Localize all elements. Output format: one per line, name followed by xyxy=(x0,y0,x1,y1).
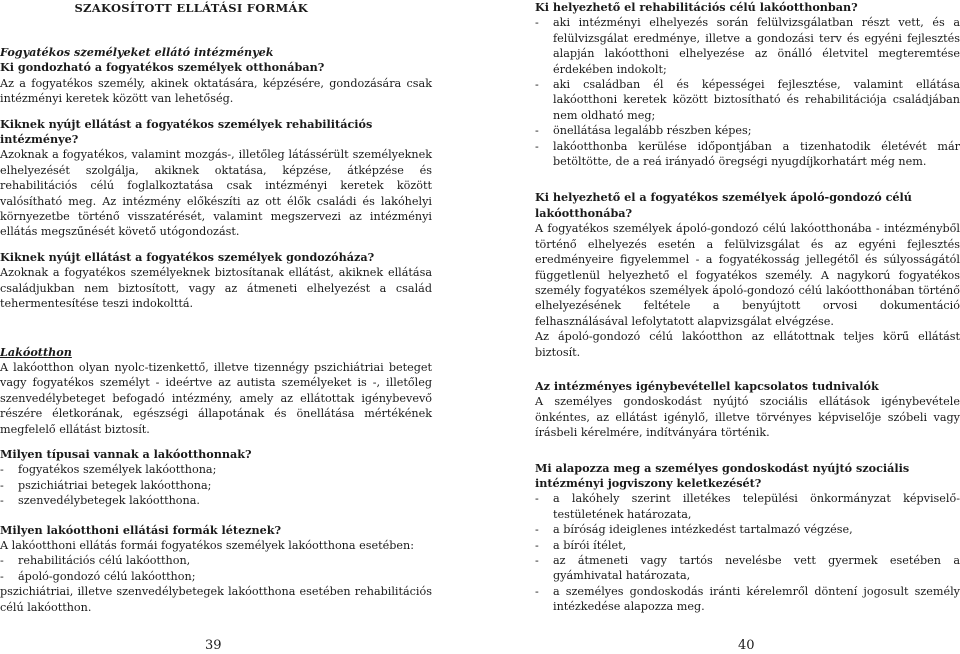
list-item: - pszichiátriai betegek lakóotthona; xyxy=(0,478,432,493)
list-item: - szenvedélybetegek lakóotthona. xyxy=(0,493,432,508)
answer-nursing-home-eligibility: A fogyatékos személyek ápoló-gondozó célú lakóotthonába - intézményből történő elhelyezés esetén a felülvizsgálat és az egyéni fejlesztés eredményeire figyelemmel - a fogyatékosság jellegétől és súlyosságától függetlenül helyezhető el fogyatékos személy. A nagykorú fogyatékos személy fogyatékos személyek ápoló-gondozó célú lakóotthonában történő elhelyezésének feltétele a benyújtott orvosi dokumentáció felhasználásával lefolytatott alapvizsgálat elvégzése. xyxy=(535,222,960,328)
right-column xyxy=(535,0,960,615)
question-rehab-institution: Kiknek nyújt ellátást a fogyatékos személyek rehabilitációs intézménye? xyxy=(0,116,373,147)
list-item: - aki intézményi elhelyezés során felülvizsgálatban részt vett, és a felülvizsgálat eredménye, illetve a gondozási terv és egyéni fejlesztés alapján lakóotthoni elhelyezése az önálló életvitel megteremtése érdekében indokolt; xyxy=(535,15,960,77)
residential-home-definition: A lakóotthon olyan nyolc-tizenkettő, illetve tizennégy pszichiátriai beteget vagy fogyatékos személyt - ideértve az autista személyeket is -, illetőleg szenvedélybeteget befogadó intézmény, amely az ellátottak igénybevevő részére életkorának, egészségi állapotának és önellátása mértékének megfelelő ellátást biztosít. xyxy=(0,360,432,436)
question-home-types: Milyen típusai vannak a lakóotthonnak? xyxy=(0,446,252,461)
section-heading-disabled-institutions: Fogyatékos személyeket ellátó intézmények xyxy=(0,45,274,59)
list-item: - ápoló-gondozó célú lakóotthon; xyxy=(0,569,432,584)
page-number: 40 xyxy=(738,638,755,653)
answer-care-home: Azoknak a fogyatékos személyeknek biztosítanak ellátást, akiknek ellátása családjukban nem biztosított, vagy az átmeneti elhelyezést a család tehermentesítése teszi indokolttá. xyxy=(0,266,432,311)
answer-who-can-be-cared: Az a fogyatékos személy, akinek oktatására, képzésére, gondozására csak intézményi keretek között van lehetőség. xyxy=(0,76,432,106)
question-who-can-be-cared: Ki gondozható a fogyatékos személyek otthonában? xyxy=(0,60,325,75)
legal-relationship-list xyxy=(535,491,960,614)
list-item: - a bírói ítélet, xyxy=(535,538,960,553)
section-heading-residential-home: Lakóotthon xyxy=(0,344,72,359)
question-rehab-home-eligibility: Ki helyezhető el rehabilitációs célú lakóotthonban? xyxy=(535,0,858,14)
list-item: - a személyes gondoskodás iránti kérelemről döntení jogosult személy intézkedése alapozza meg. xyxy=(535,584,960,615)
page-number: 39 xyxy=(205,638,222,653)
nursing-home-full-care: Az ápoló-gondozó célú lakóotthon az ellátottnak teljes körű ellátást biztosít. xyxy=(535,330,960,359)
list-item: - fogyatékos személyek lakóotthona; xyxy=(0,462,432,477)
heading-institutional-use: Az intézményes igénybevétellel kapcsolatos tudnivalók xyxy=(535,378,879,393)
question-legal-relationship: Mi alapozza meg a személyes gondoskodást nyújtó szociális intézményi jogviszony keletkezését? xyxy=(535,460,910,490)
care-forms-intro: A lakóotthoni ellátás formái fogyatékos személyek lakóotthona esetében: xyxy=(0,538,414,552)
care-forms-tail: pszichiátriai, illetve szenvedélybetegek lakóotthona esetében rehabilitációs célú lakóotthon. xyxy=(0,585,432,614)
list-item: - rehabilitációs célú lakóotthon, xyxy=(0,553,432,568)
list-item: - lakóotthonba kerülése időpontjában a tizenhatodik életévét már betöltötte, de a reá irányadó öregségi nyugdíjkorhatárt még nem. xyxy=(535,139,960,170)
left-page xyxy=(0,0,432,654)
rehab-home-eligibility-list xyxy=(535,15,960,169)
question-care-forms: Milyen lakóotthoni ellátási formák léteznek? xyxy=(0,522,282,537)
list-item: - az átmeneti vagy tartós nevelésbe vett gyermek esetében a gyámhivatal határozata, xyxy=(535,553,960,584)
list-item: - a bíróság ideiglenes intézkedést tartalmazó végzése, xyxy=(535,522,960,537)
list-item: - aki családban él és képességei fejlesztése, valamint ellátása lakóotthoni keretek között biztosítható és rehabilitációja családjában nem oldható meg; xyxy=(535,77,960,123)
home-types-list xyxy=(0,462,432,508)
list-item: - önellátása legalább részben képes; xyxy=(535,123,960,138)
list-item: - a lakóhely szerint illetékes települési önkormányzat képviselő-testületének határozata, xyxy=(535,491,960,522)
right-page xyxy=(528,0,960,654)
institutional-use-text: A személyes gondoskodást nyújtó szociális ellátások igénybevétele önkéntes, az ellátást igénylő, illetve törvényes képviselője szóbeli vagy írásbeli kérelmére, indítványára történik. xyxy=(535,395,960,440)
running-head: SZAKOSÍTOTT ELLÁTÁSI FORMÁK xyxy=(74,1,308,15)
care-forms-list xyxy=(0,553,432,584)
question-care-home: Kiknek nyújt ellátást a fogyatékos személyek gondozóháza? xyxy=(0,249,375,264)
question-nursing-home-eligibility: Ki helyezhető el a fogyatékos személyek ápoló-gondozó célú lakóotthonába? xyxy=(535,190,912,220)
answer-rehab-institution: Azoknak a fogyatékos, valamint mozgás-, illetőleg látássérült személyeknek elhelyezését szolgálja, akiknek oktatása, képzése, átképzése és rehabilitációs célú foglalkoztatása csak intézményi keretek között valósítható meg. Az intézmény előkészíti az ott élők családi és lakóhelyi környezetbe történő visszatérését, valamint megszervezi az intézményi ellátás megszűnését követő utógondozást. xyxy=(0,148,432,239)
left-column xyxy=(0,0,432,615)
